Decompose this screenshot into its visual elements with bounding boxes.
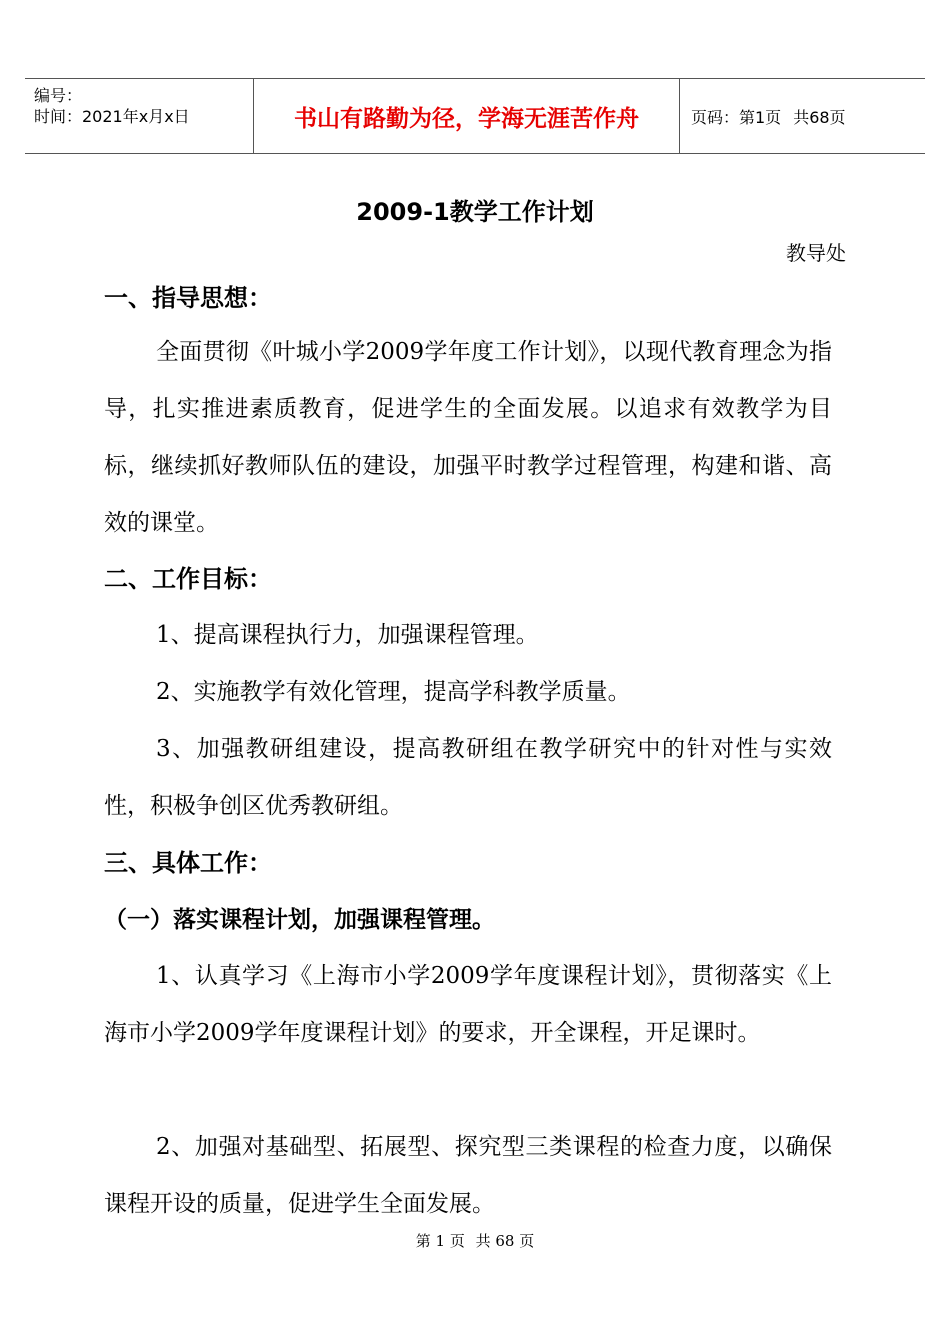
footer-page-total: 共 68 页 — [475, 1232, 535, 1250]
footer-page-number: 第 1 页 — [415, 1232, 465, 1250]
header-motto: 书山有路勤为径，学海无涯苦作舟 — [254, 79, 680, 153]
page-header — [25, 78, 925, 154]
header-meta — [25, 79, 254, 153]
document-title: 2009-1教学工作计划 — [356, 198, 594, 226]
subsection-heading-curriculum: （一）落实课程计划，加强课程管理。 — [104, 907, 495, 933]
goal-item: 3、加强教研组建设，提高教研组在教学研究中的针对性与实效性，积极争创区优秀教研组。 — [104, 736, 832, 819]
section-heading-specific-work: 三、具体工作： — [104, 849, 272, 877]
section-heading-guiding-thought: 一、指导思想： — [104, 284, 272, 312]
work-item: 2、加强对基础型、拓展型、探究型三类课程的检查力度，以确保课程开设的质量，促进学生全面发展。 — [104, 1134, 832, 1217]
section-paragraph-guiding-thought: 全面贯彻《叶城小学2009学年度工作计划》，以现代教育理念为指导，扎实推进素质教育，促进学生的全面发展。以追求有效教学为目标，继续抓好教师队伍的建设，加强平时教学过程管理，构建和谐、高效的课堂。 — [104, 339, 832, 536]
page-footer — [0, 1230, 950, 1252]
work-item: 1、认真学习《上海市小学2009学年度课程计划》，贯彻落实《上海市小学2009学年度课程计划》的要求，开全课程，开足课时。 — [104, 963, 832, 1046]
goal-item: 2、实施教学有效化管理，提高学科教学质量。 — [156, 679, 631, 705]
header-page-number: 页码：第1页 — [691, 107, 782, 127]
header-page-total: 共68页 — [793, 107, 846, 127]
header-page-info — [680, 79, 925, 153]
document-time-label: 时间：2021年x月x日 — [34, 107, 190, 126]
section-heading-work-goals: 二、工作目标： — [104, 565, 272, 593]
document-number-label: 编号： — [34, 86, 83, 105]
goal-item: 1、提高课程执行力，加强课程管理。 — [156, 622, 539, 648]
document-department: 教导处 — [786, 241, 846, 265]
